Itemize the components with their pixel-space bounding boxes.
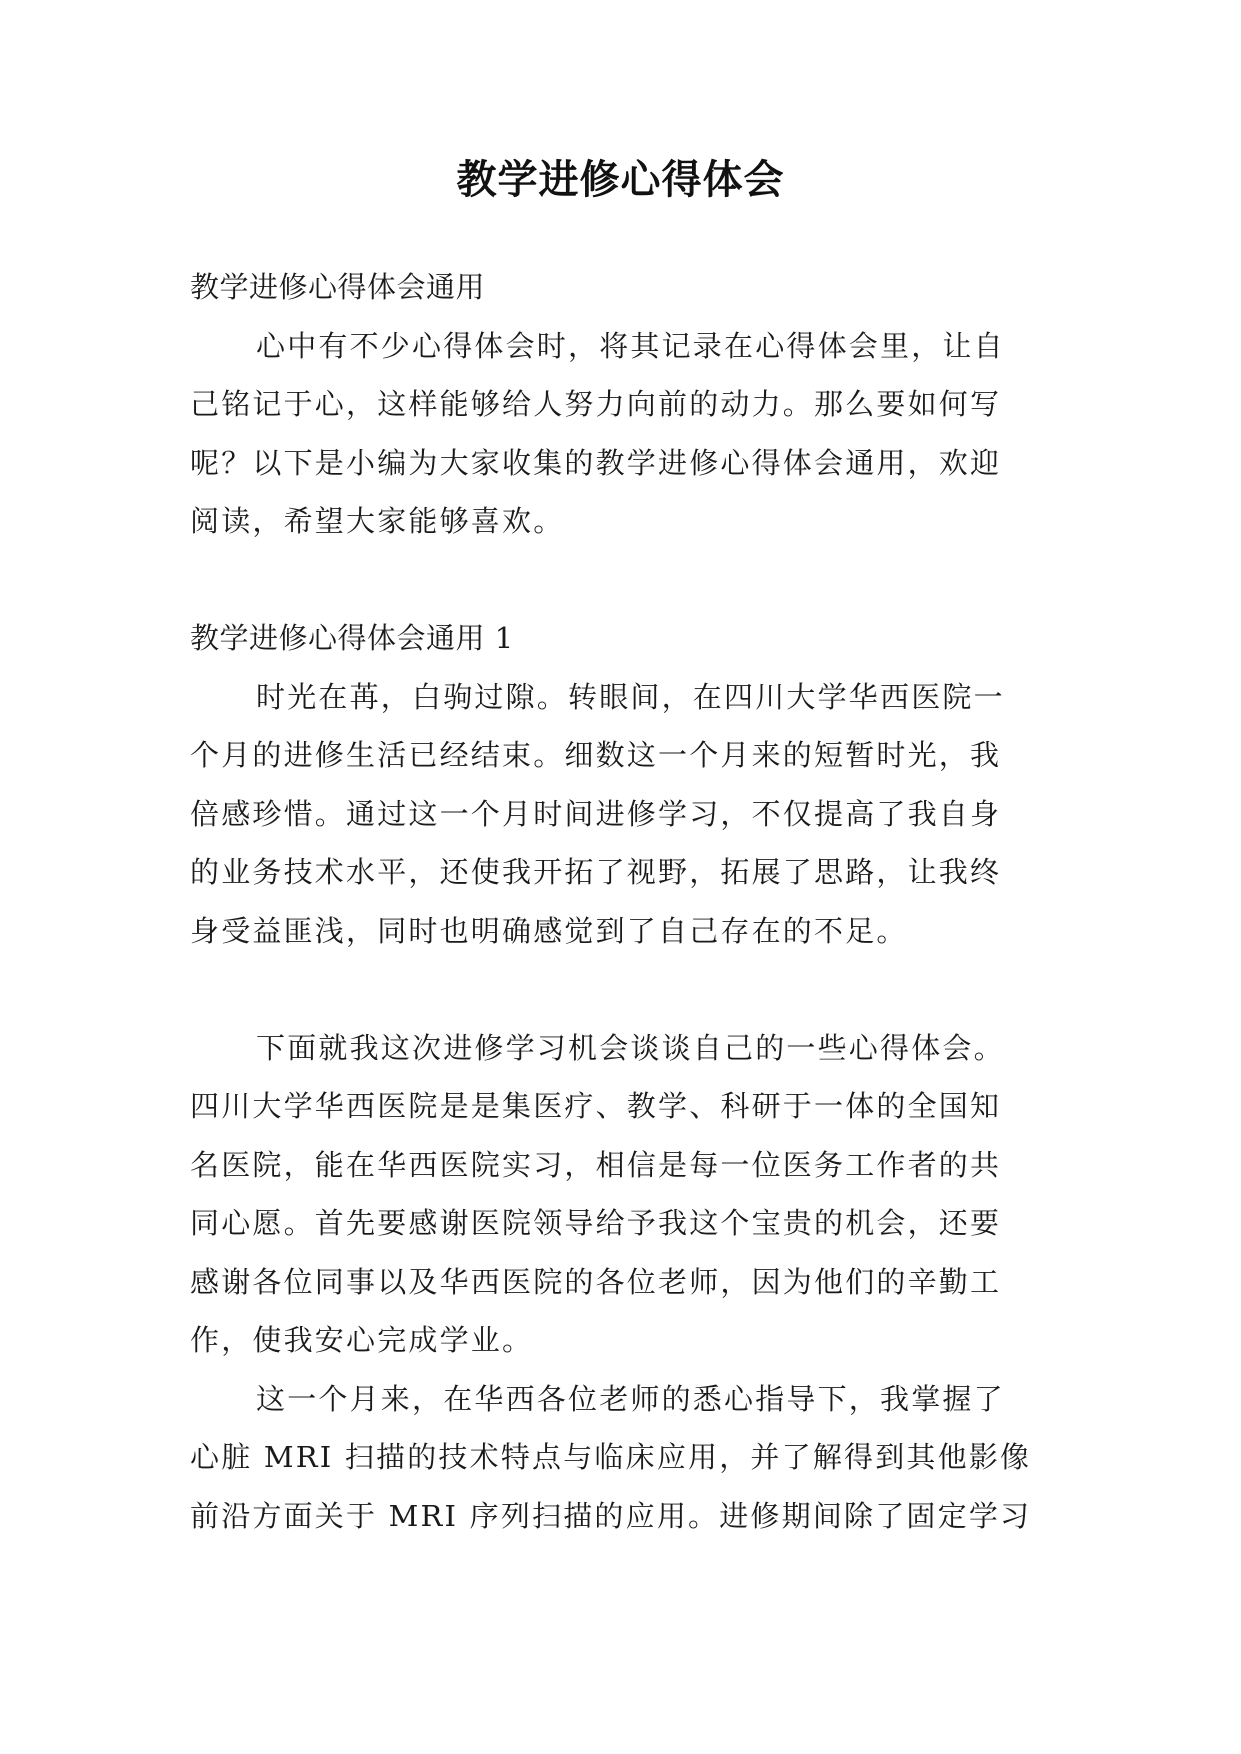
paragraph-line: 时光在苒，白驹过隙。转眼间，在四川大学华西医院一 — [256, 679, 1005, 714]
paragraph-line: 心脏 MRI 扫描的技术特点与临床应用，并了解得到其他影像 — [190, 1440, 1032, 1474]
paragraph-line: 感谢各位同事以及华西医院的各位老师，因为他们的辛勤工 — [190, 1264, 1002, 1299]
paragraph-line: 个月的进修生活已经结束。细数这一个月来的短暂时光，我 — [190, 738, 1002, 772]
paragraph-line: 下面就我这次进修学习机会谈谈自己的一些心得体会。 — [256, 1030, 1005, 1065]
paragraph-line: 倍感珍惜。通过这一个月时间进修学习，不仅提高了我自身 — [190, 796, 1002, 831]
paragraph-line: 这一个月来，在华西各位老师的悉心指导下，我掌握了 — [256, 1381, 1005, 1416]
paragraph-line: 的业务技术水平，还使我开拓了视野，拓展了思路，让我终 — [190, 855, 1002, 889]
paragraph-line: 作，使我安心完成学业。 — [190, 1323, 534, 1357]
document-title: 教学进修心得体会 — [456, 157, 785, 203]
paragraph-line: 名医院，能在华西医院实习，相信是每一位医务工作者的共 — [190, 1147, 1002, 1182]
blank-line — [190, 551, 1058, 610]
section-paragraph — [190, 668, 1058, 961]
section-paragraph — [190, 1019, 1058, 1370]
section-heading: 教学进修心得体会通用 1 — [190, 621, 514, 655]
intro-paragraph — [190, 317, 1058, 551]
paragraph-line: 前沿方面关于 MRI 序列扫描的应用。进修期间除了固定学习 — [190, 1498, 1032, 1533]
intro-line: 呢？以下是小编为大家收集的教学进修心得体会通用，欢迎 — [190, 445, 1002, 480]
intro-line: 心中有不少心得体会时，将其记录在心得体会里，让自 — [256, 328, 1005, 363]
section-paragraph — [190, 1370, 1058, 1546]
paragraph-line: 四川大学华西医院是是集医疗、教学、科研于一体的全国知 — [190, 1089, 1002, 1123]
blank-line — [190, 960, 1058, 1019]
subtitle: 教学进修心得体会通用 — [190, 270, 486, 304]
paragraph-line: 同心愿。首先要感谢医院领导给予我这个宝贵的机会，还要 — [190, 1206, 1002, 1240]
intro-line: 己铭记于心，这样能够给人努力向前的动力。那么要如何写 — [190, 387, 1002, 421]
paragraph-line: 身受益匪浅，同时也明确感觉到了自己存在的不足。 — [190, 913, 908, 948]
intro-line: 阅读，希望大家能够喜欢。 — [190, 504, 565, 538]
document-body — [190, 258, 1058, 1545]
